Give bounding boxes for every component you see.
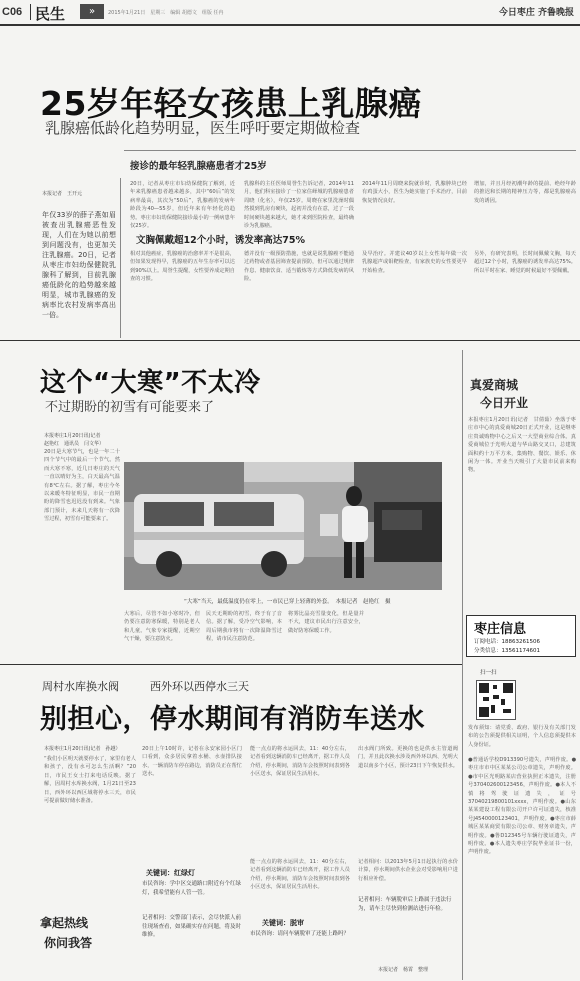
story3-column-5: 记者相问：以2013年5月1日起执行的水价计算，停水期间供水企业会对受影响用户进行相应补偿。: [358, 859, 458, 882]
story1-column-1b: 相对其他癌症，乳腺癌的治愈率并不是很高，但如果发现得早，乳腺癌的五年生存率可以达到90%以上。周誉生提醒，女性要养成定期自查的习惯。: [130, 251, 235, 283]
keyword-2-question: 市民咨询：请问车辆脱审了还能上路吗？: [250, 931, 350, 937]
story3-column-1: “我们小区明天就要停水了，家里有老人和孩子，没有水可怎么生活啊？”20日，市民王女士打来电话反映。据了解，因周村水库换水阀，1月21日至23日，西外环以西区域将停水三天，市民可提前做好储水准备。: [44, 756, 136, 805]
ad-phone-1: 订阅电话：18863261506: [474, 639, 540, 645]
mall-title-2: 今日开业: [480, 396, 529, 410]
ad-scan-label: 扫一扫: [480, 670, 497, 676]
story1-column-2b: 德并没有一级预防措施，也就是说乳腺癌不能通过药物或者基因筛查提前预防，但可以通过规律作息、健康饮食、适当锻炼等方式降低发病的风险。: [244, 251, 354, 283]
street-scene-image: [124, 462, 442, 590]
section-divider-1: [0, 340, 580, 341]
story1-column-1: 20日，记者从枣庄市妇幼保健院了解到，近年来乳腺癌患者越来越多，其中“60后”的发病率最高，其次为“50后”，乳腺癌的发病年龄段为40—55岁，但近年来有年轻化的趋势。枣庄市妇幼保健院接诊最小的一例病患年仅25岁。: [130, 181, 235, 230]
mall-article: 本报枣庄1月20日讯(记者 甘倩茹）坐落于枣庄市中心的真爱商城20日正式开业，这是继枣庄贵诚购物中心之后又一大型商业综合体。真爱商城位于光明大道与华山路交叉口，总建筑面积约十万平方米，集购物、餐饮、娱乐、休闲为一体。开业当天吸引了大量市民前来购物。: [468, 417, 576, 474]
story1-summary: 年仅33岁的薛子燕如眉被查出乳腺癌恶性发现，人们在为她以前想到问题没有，也更加关注乳腺癌。20日，记者从枣庄市妇幼保健院乳腺科了解到，目前乳腺癌低龄化的趋势越来越明显，城市乳腺癌的发病率比农村发病率高出一倍。: [42, 211, 116, 319]
keyword-1-question: 市民咨询：学中区交通路口附近有个红绿灯，我希望能有人管一管。: [142, 881, 242, 896]
story2-column-4: 将雾比晶亮雪量变化，但是量并不大，建议市民出行注意安全，做好防寒保暖工作。: [288, 611, 364, 634]
story2-column-1: 20日是大寒节气，也是一年二十四个节气中的最后一个节气。然而大寒不寒，近几日枣庄的天气一直以晴好为主，白天最高气温有8℃左右。据了解，枣庄今冬以来暖冬特征明显，市民一直期盼的降雪也迟迟没有到来。气象部门预计，未来几天将有一次降雪过程，初雪有可能要来了。: [44, 449, 120, 523]
story3-column-4: 出水阀门所致。更换的也是供水主管道阀门，并且此次换水涉及西外环以西、光明大道以南多个小区，预计23日下午恢复供水。: [358, 746, 458, 769]
page-number: C06: [2, 6, 23, 18]
section-divider-2: [0, 664, 462, 665]
story1-divider: [124, 150, 576, 151]
chevron-right-icon: »: [80, 4, 104, 19]
story2-byline-2: 赵艳红 通讯员 闫文华）: [44, 441, 105, 447]
ad-phone-2: 分类信息：13561174601: [474, 648, 540, 654]
story3-kicker-2: 西外环以西停水三天: [150, 680, 249, 693]
story1-column-3: 2014年11月周晓来院就诊时，乳腺肿块已经有鸡蛋大小，医生为她实施了手术治疗，目前恢复情况良好。: [362, 181, 467, 204]
classified-ads: ●普通话学校D913390号遗失，声明作废。●枣庄市市中区某某公司公章遗失，声明作废。●市中区光明路某店营业执照正本遗失，注册号370402600123456，声明作废。●本人不慎将驾驶证遗失，证号37040219800101xxxx，声明作废。●山东某某建设工程有限公司开户许可证遗失，核准号J4540000123401，声明作废。●枣庄市薛城区某某商贸有限公司公章、财务章遗失，声明作废。●鲁D12345号车辆行驶证遗失，声明作废。●本人遗失枣庄学院毕业证书一份，声明作废。: [468, 757, 576, 856]
story3-headline: 别担心，停水期间有消防车送水: [40, 704, 425, 735]
mall-title-1: 真爱商城: [470, 378, 519, 392]
story1-subtitle: 乳腺癌低龄化趋势明显，医生呼吁要定期做检查: [45, 119, 361, 137]
story2-byline-1: 本报枣庄1月20日讯(记者: [44, 433, 101, 439]
story1-vertical-rule: [120, 178, 121, 338]
story1-column-2: 乳腺科的主任医师周誉生告诉记者，2014年11月，他们科室接诊了一位家住峄城的乳腺癌患者周晓（化名），年仅25岁。周晓在家里洗澡时偶然摸到乳房有硬块，起初并没有在意，过了一段时间硬块越来越大，她才来到医院检查，最终确诊为乳腺癌。: [244, 181, 354, 230]
keyword-1-answer: 记者相问：交警部门表示，会尽快派人前往现场查看，如果确实存在问题，将及时维修。: [142, 915, 242, 938]
photo-caption: “大寒”当天，最低温度仍在零上，一市民已穿上轻薄的外套。 本报记者 赵艳红 摄: [184, 599, 391, 605]
header-meta: 2015年1月21日 星期三 编辑 胡德文 组版 任冉: [108, 10, 224, 16]
story3-reporter: 本报记者 杨霄 整理: [378, 967, 429, 973]
story1-headline: 25岁年轻女孩患上乳腺癌: [40, 84, 422, 123]
story1-subhead: 文胸佩戴超12个小时，诱发率高达75%: [136, 235, 305, 246]
story3-byline: 本报枣庄1月20日讯(记者 孙越）: [44, 746, 121, 752]
qr-code-icon: [476, 680, 516, 720]
story2-subtitle: 不过期盼的初雪有可能要来了: [45, 400, 215, 415]
story1-column-3b: 及早治疗。并建议40岁以上女性每年做一次乳腺超声或钼靶检查，有家族史的女性要更早开始检查。: [362, 251, 467, 274]
story1-column-4: 增加，并且月经初潮年龄的提前、绝经年龄的推迟和长期的精神压力等，都是乳腺癌高发的诱因。: [474, 181, 576, 204]
story3-column-3b: 能一点点的将水运回去，11：40分左右，记者看到这辆消防车已经离开，据工作人员介绍，停水期间，消防车会按照时间表到各小区送水，保证居民生活用水。: [250, 859, 350, 891]
story3-column-3: 能一点点的将水运回去，11：40分左右，记者看到这辆消防车已经离开，据工作人员介绍，停水期间，消防车会按照时间表到各小区送水，保证居民生活用水。: [250, 746, 350, 778]
news-photo: [124, 462, 442, 590]
story2-headline: 这个“大寒”不太冷: [40, 368, 261, 398]
newspaper-logo: 今日枣庄 齐鲁晚报: [498, 8, 574, 18]
header-rule: [0, 24, 580, 26]
story3-column-2: 20日上午10时许，记者在永安家园小区门口看到，众多居民拿着水桶、水壶排队接水，一辆消防车停在路边，消防员正在帮忙送水。: [142, 746, 242, 778]
header-divider: [30, 4, 31, 20]
ad-note: 发布须知：请党委、政府、银行及有关部门发布的公告须提供相关证明，个人信息须提供本人身份证。: [468, 725, 576, 748]
story2-column-3: 民天无期盼的初雪，终于有了音信。据了解，受冷空气影响，本周后期我市将有一次降温降雪过程，请市民注意防范。: [206, 611, 282, 643]
section-title: 民生: [35, 5, 66, 23]
story2-column-2: 大寒后，尽管不如小寒时冷，但仍要注意防寒保暖，特别是老人和儿童。气象专家提醒，近期空气干燥，要注意防火。: [124, 611, 200, 643]
story1-byline: 本报记者 王开元: [42, 191, 83, 197]
story1-kicker: 接诊的最年轻乳腺癌患者才25岁: [130, 161, 267, 172]
hotline-title-1: 拿起热线: [40, 916, 89, 930]
ad-title: 枣庄信息: [474, 622, 527, 637]
story1-column-4b: 另外，有研究表明，长时间佩戴文胸，每天超过12个小时，乳腺癌的诱发率高达75%。所以平时在家、睡觉的时候最好不要佩戴。: [474, 251, 576, 274]
sidebar-divider: [462, 350, 463, 980]
keyword-2-answer: 记者相问：车辆脱审后上路属于违法行为，请车主尽快到检测站进行年检。: [358, 897, 452, 912]
story3-kicker-1: 周村水库换水阀: [42, 680, 119, 693]
keyword-2-label: 关键词：脱审: [262, 919, 304, 927]
keyword-1-label: 关键词：红绿灯: [146, 869, 195, 877]
hotline-title-2: 你问我答: [44, 936, 93, 950]
